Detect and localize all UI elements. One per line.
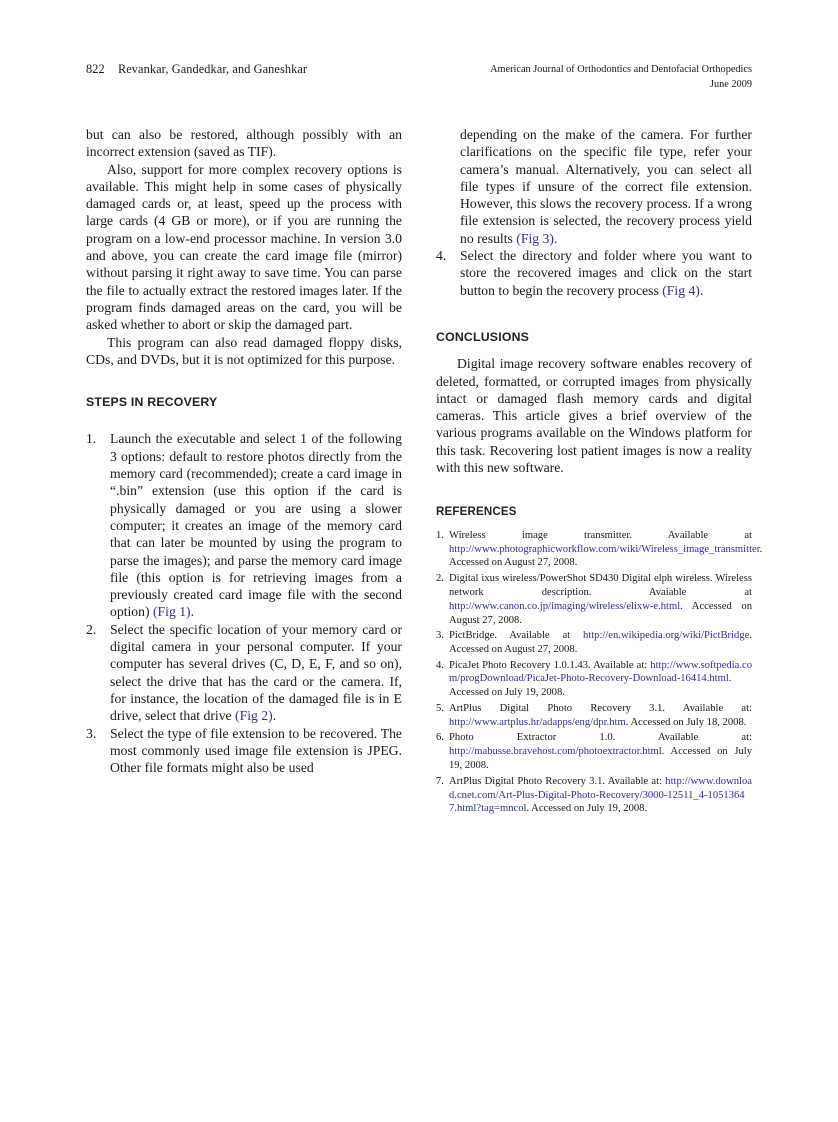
reference-item bbox=[436, 702, 752, 730]
reference-text: Wireless image transmitter. Available at bbox=[449, 529, 752, 541]
punctuation: . bbox=[190, 604, 195, 620]
section-heading-references: REFERENCES bbox=[436, 506, 517, 519]
reference-text: PicaJet Photo Recovery 1.0.1.43. Available at: bbox=[449, 659, 651, 671]
reference-accessed: . Accessed on July 18, 2008. bbox=[625, 716, 747, 728]
step-number: 4. bbox=[436, 248, 447, 264]
step-text: Select the specific location of your memory card or digital camera in your personal computer. If your computer has several drives (C, D, E, F, and so on), select the drive that has the card or the camera. If, for instance, the location of the damaged file is in E drive, select that drive bbox=[110, 621, 402, 724]
step-item bbox=[436, 247, 752, 299]
reference-text: Digital ixus wireless/PowerShot SD430 Digital elph wireless. Wireless network description. Avaiable at bbox=[449, 572, 752, 598]
punctuation: . bbox=[272, 708, 277, 724]
reference-text: Photo Extractor 1.0. Available at: bbox=[449, 732, 752, 744]
reference-accessed: . Accessed on August 27, 2008. bbox=[449, 600, 752, 626]
reference-number: 1. bbox=[436, 529, 444, 541]
reference-url[interactable]: http://www.softpedia.com/progDownload/PicaJet-Photo-Recovery-Download-16414.html bbox=[449, 659, 752, 685]
reference-number: 5. bbox=[436, 702, 444, 714]
conclusions-paragraph: Digital image recovery software enables recovery of deleted, formatted, or corrupted images from physically intact or damaged flash memory cards and digital cameras. This article gives a brief overview of the various programs available on the Windows platform for this task. Recovering lost patient images is now a reality with this new software. bbox=[436, 356, 752, 476]
right-column bbox=[436, 126, 763, 818]
paragraph: but can also be restored, although possibly with an incorrect extension (saved as TIF). bbox=[86, 127, 402, 160]
running-header-left bbox=[86, 62, 307, 77]
step-item bbox=[86, 725, 402, 777]
authors: Revankar, Gandedkar, and Ganeshkar bbox=[117, 62, 308, 76]
reference-accessed: . Accessed on July 19, 2008. bbox=[526, 803, 648, 815]
figure-link[interactable]: (Fig 4) bbox=[662, 282, 700, 298]
step-item bbox=[86, 621, 402, 725]
reference-text: ArtPlus Digital Photo Recovery 3.1. Available at: bbox=[449, 775, 666, 787]
step-item bbox=[86, 430, 402, 620]
section-heading-steps: STEPS IN RECOVERY bbox=[86, 395, 218, 410]
punctuation: . bbox=[699, 282, 704, 298]
punctuation: . bbox=[553, 230, 558, 246]
step-continuation bbox=[436, 126, 752, 247]
reference-url[interactable]: http://en.wikipedia.org/wiki/PictBridge bbox=[582, 630, 750, 642]
reference-number: 4. bbox=[436, 659, 444, 671]
left-column bbox=[86, 126, 402, 776]
reference-accessed: . Accessed on July 19, 2008. bbox=[449, 673, 732, 699]
reference-item bbox=[436, 629, 752, 657]
journal-title: American Journal of Orthodontics and Dentofacial Orthopedics bbox=[490, 64, 752, 75]
reference-text: ArtPlus Digital Photo Recovery 3.1. Available at: bbox=[449, 702, 752, 714]
figure-link[interactable]: (Fig 2) bbox=[235, 708, 273, 724]
step-number: 3. bbox=[86, 725, 97, 741]
reference-url[interactable]: http://www.photographicworkflow.com/wiki/Wireless_image_transmitter bbox=[449, 543, 760, 555]
reference-item bbox=[436, 529, 763, 571]
reference-number: 7. bbox=[436, 775, 444, 787]
reference-accessed: . Accessed on July 19, 2008. bbox=[449, 746, 752, 772]
reference-number: 3. bbox=[436, 630, 444, 642]
page-number: 822 bbox=[86, 62, 105, 76]
issue-date: June 2009 bbox=[709, 79, 752, 90]
reference-url[interactable]: http://mabusse.bravehost.com/photoextractor.html bbox=[449, 746, 662, 758]
section-heading-conclusions: CONCLUSIONS bbox=[436, 329, 530, 344]
steps-list-continued bbox=[436, 247, 752, 299]
step-text: Launch the executable and select 1 of the following 3 options: default to restore photos directly from the memory card (recommended); create a card image in “.bin” extension (use this option if the card is physically damaged or you are using a slower computer; it creates an image of the memory card that can later be mounted by using the program to parse the images); and parse the memory card image file (this option is for retrieving images from a previously created card image file with the second option) bbox=[110, 431, 402, 620]
paragraph: This program can also read damaged floppy disks, CDs, and DVDs, but it is not optimized for this purpose. bbox=[86, 334, 402, 367]
reference-url[interactable]: http://www.canon.co.jp/imaging/wireless/elixw-e.html bbox=[449, 600, 681, 612]
steps-list bbox=[86, 430, 402, 776]
reference-url[interactable]: http://www.artplus.hr/adapps/eng/dpr.htm bbox=[449, 716, 626, 728]
figure-link[interactable]: (Fig 3) bbox=[516, 230, 554, 246]
reference-item bbox=[436, 731, 752, 773]
reference-item bbox=[436, 659, 752, 701]
step-number: 1. bbox=[86, 431, 97, 447]
references-list bbox=[436, 529, 763, 817]
reference-accessed: . Accessed on August 27, 2008. bbox=[449, 543, 763, 569]
reference-item bbox=[436, 572, 752, 628]
reference-accessed: . Accessed on August 27, 2008. bbox=[449, 630, 752, 656]
figure-link[interactable]: (Fig 1) bbox=[152, 604, 191, 620]
reference-text: PictBridge. Available at bbox=[449, 630, 583, 642]
step-text: Select the directory and folder where you want to store the recovered images and click on the start button to begin the recovery process bbox=[460, 248, 752, 298]
step-text: Select the type of file extension to be recovered. The most commonly used image file extension is JPEG. Other file formats might also be used bbox=[110, 725, 402, 776]
paragraph: Also, support for more complex recovery options is available. This might help in some cases of physically damaged cards or, at least, speed up the process with large cards (4 GB or more), or if you are running the program on a low-end processor machine. In version 3.0 and above, you can create the card image file (mirror) without parsing it right away to save time. You can parse the file to actually extract the restored images later. If the program finds damaged areas on the card, you will be asked whether to abort or skip the damaged part. bbox=[86, 161, 402, 333]
reference-number: 2. bbox=[436, 572, 444, 584]
reference-number: 6. bbox=[436, 732, 444, 744]
reference-item bbox=[436, 775, 752, 817]
running-header-right bbox=[490, 62, 752, 92]
step-text: depending on the make of the camera. For further clarifications on the specific file type, refer your camera’s manual. Alternatively, you can select all file types if unsure of the correct file extension. However, this slows the recovery process. If a wrong file extension is selected, the recovery process yield no results bbox=[460, 127, 752, 246]
step-number: 2. bbox=[86, 621, 97, 637]
reference-url[interactable]: http://www.download.cnet.com/Art-Plus-Digital-Photo-Recovery/3000-12511_4-10513647.html?tag=mncol bbox=[449, 775, 752, 815]
